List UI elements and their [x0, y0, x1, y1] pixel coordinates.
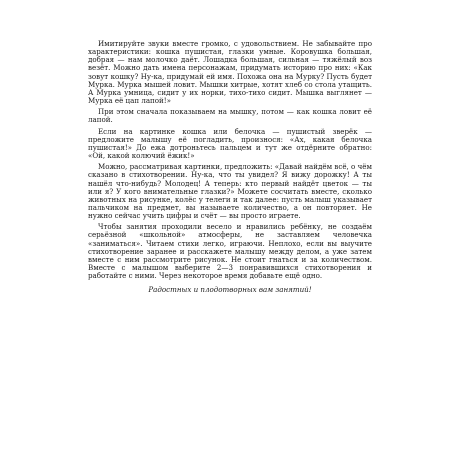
paragraph-sound-imitation: Имитируйте звуки вместе громко, с удовольствием. Не забывайте про характеристики: кошка пушистая, глазки умные. Коровушка большая, добрая — нам молочко даёт. Лошадка большая, сильная — тяжёлый воз везёт. Можно дать имена персонажам, придумать историю про них: «Как зовут кошку? Ну-ка, придумай ей имя. Похожа она на Мурку? Пусть будет Мурка. Мурка мышей ловит. Мышки хитрые, хотят хлеб со стола утащить. А Мурка умница, сидит у их норки, тихо-тихо сидит. Мышка выглянет — Мурка её цап лапой!» — [88, 39, 372, 106]
closing-wish: Радостных и плодотворных вам занятий! — [148, 285, 312, 295]
paragraph-fun-lessons: Чтобы занятия проходили весело и нравились ребёнку, не создаём серьёзной «школьной» атмосферы, не заставляем человечка «заниматься». Читаем стихи легко, играючи. Неплохо, если вы выучите стихотворение заранее и расскажете малышу между делом, а уже затем вместе с ним рассмотрите рисунок. Не стоит гнаться и за количеством. Вместе с малышом выберите 2—3 понравившихся стихотворения и работайте с ними. Через некоторое время добавьте ещё одно. — [88, 222, 372, 281]
paragraph-find-objects: Можно, рассматривая картинки, предложить: «Давай найдём всё, о чём сказано в стихотворении. Ну-ка, что ты увидел? Я вижу дорожку! А ты нашёл что-нибудь? Молодец! А теперь: кто первый найдёт цветок — ты или я? У кого внимательные глазки?» Можете сосчитать вместе, сколько животных на рисунке, колёс у телеги и так далее: пусть малыш указывает пальчиком на предмет, вы называете количество, а он повторяет. Не нужно сейчас учить цифры и счёт — вы просто играете. — [88, 162, 372, 221]
document-page — [88, 40, 372, 295]
paragraph-show-mouse: При этом сначала показываем на мышку, потом — как кошка ловит её лапой. — [88, 107, 372, 125]
paragraph-pet-animal: Если на картинке кошка или белочка — пушистый зверёк — предложите малышу её погладить, произнося: «Ах, какая белочка пушистая!» До ежа дотроньтесь пальцем и тут же отдёрните обратно: «Ой, какой колючий ёжик!» — [88, 126, 372, 161]
